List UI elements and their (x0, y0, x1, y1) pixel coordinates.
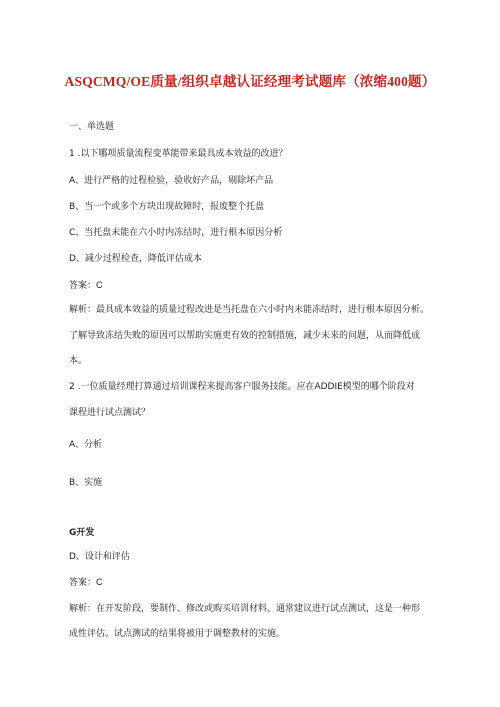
question-2-option-c: G开发 (69, 528, 95, 538)
question-1-option-b: B、当一个或多个方块出现故障时，报废整个托盘 (69, 202, 265, 212)
question-1-option-c: C、当托盘未能在六小时内冻结时，进行根本原因分析 (69, 228, 283, 238)
question-1-option-a: A、进行严格的过程检验，验收好产品，剔除坏产品 (69, 176, 274, 186)
question-1-explanation-line-1: 解析：最具成本效益的质量过程改进是当托盘在六小时内未能冻结时，进行根本原因分析。 (69, 305, 430, 315)
question-1-explanation-line-3: 本。 (69, 356, 88, 366)
question-1-answer: 答案：C (69, 280, 103, 290)
question-1-explanation-line-2: 了解导致冻结失败的原因可以帮助实施更有效的控制措施，减少未来的问题，从而降低成 (69, 331, 421, 341)
question-1-option-d: D、减少过程检查，降低评估成本 (69, 254, 202, 264)
question-2-explanation-line-1: 解析：在开发阶段，要制作、修改或购买培训材料。通常建议进行试点测试，这是一种形 (69, 604, 421, 614)
question-2-option-d: D、设计和评估 (69, 552, 130, 562)
question-2-answer: 答案：C (69, 577, 103, 587)
document-title: ASQCMQ/OE质量/组织卓越认证经理考试题库（浓缩400题） (64, 74, 436, 89)
question-2-stem-line-2: 课程进行试点测试？ (69, 408, 151, 418)
question-2-option-b: B、实施 (69, 478, 103, 488)
question-1-stem: 1 .以下哪项质量流程变革能带来最具成本效益的改进？ (69, 149, 288, 159)
section-heading: 一、单选题 (69, 122, 115, 132)
question-2-stem-line-1: 2 .一位质量经理打算通过培训课程来提高客户服务技能。应在ADDIE模型的哪个阶段对 (69, 382, 415, 392)
question-2-option-a: A、分析 (69, 440, 103, 450)
question-2-explanation-line-2: 成性评估。试点测试的结果将被用于调整教材的实施。 (69, 629, 286, 639)
